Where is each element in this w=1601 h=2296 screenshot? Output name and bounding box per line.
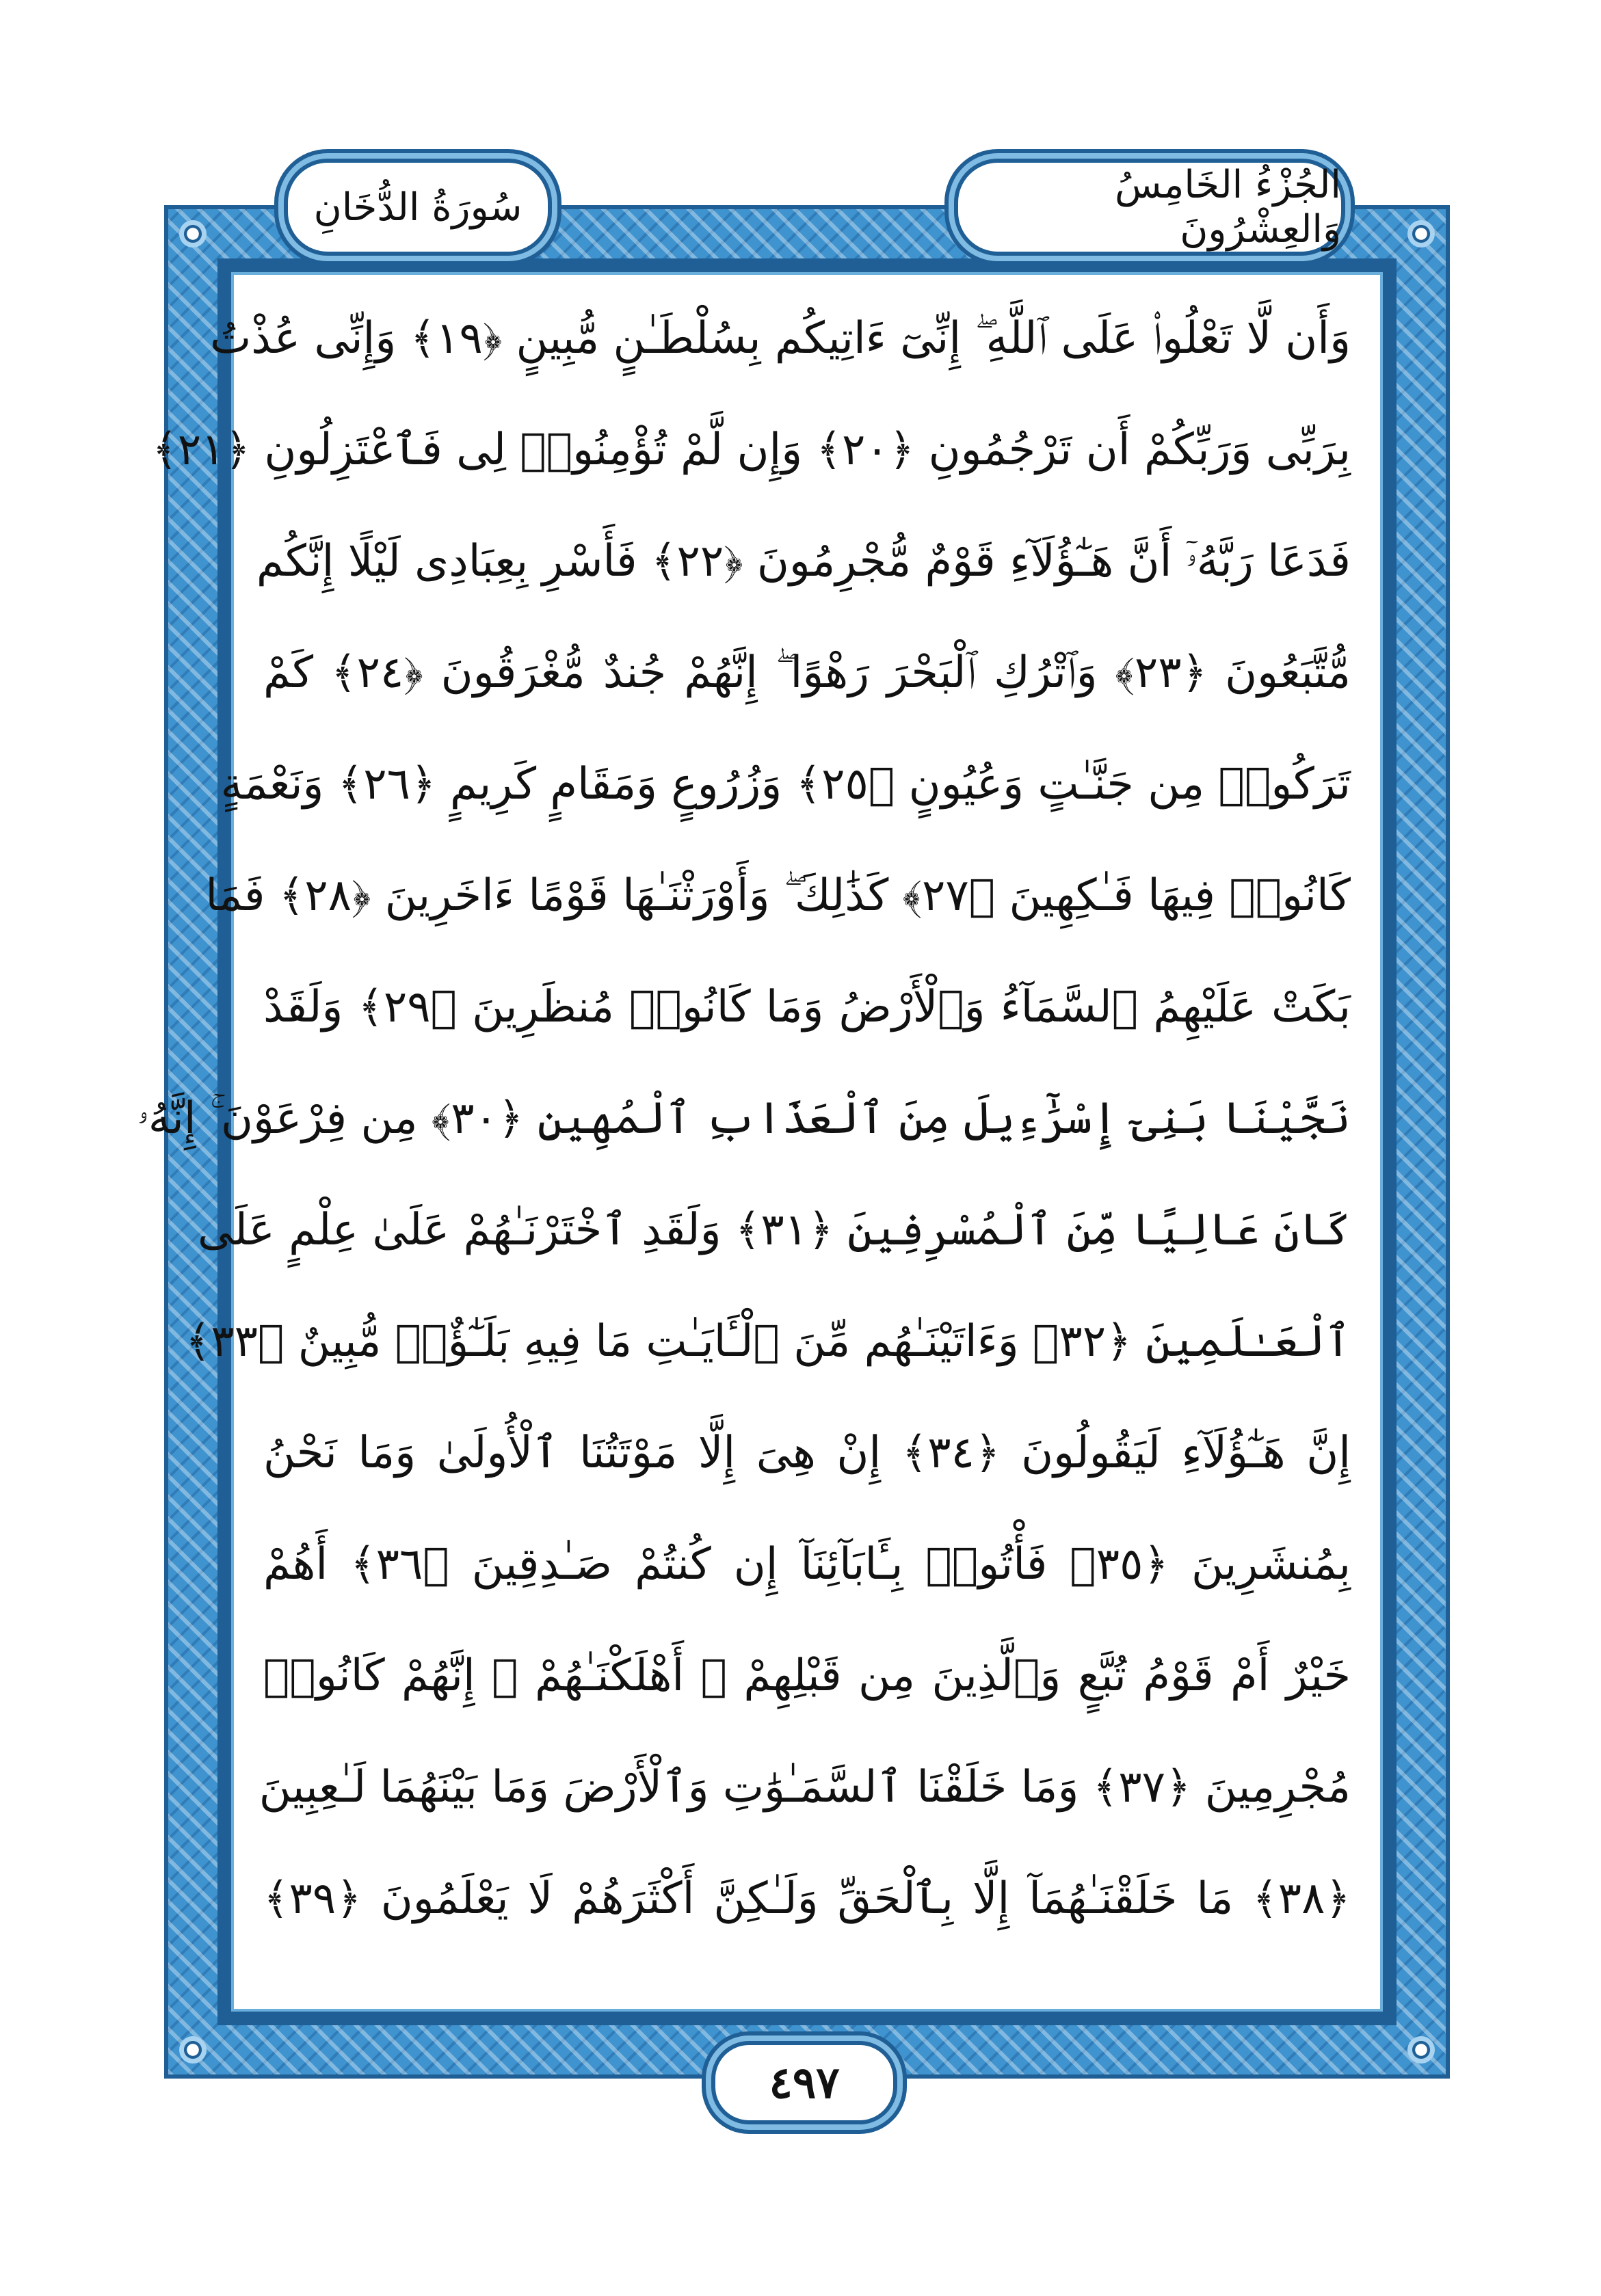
rosette-ornament	[1407, 2036, 1435, 2064]
rosette-ornament	[179, 220, 207, 248]
verse-line: فَدَعَا رَبَّهُۥٓ أَنَّ هَـٰٓؤُلَآءِ قَوْمٌ مُّجْرِمُونَ ﴿٢٢﴾ فَأَسْرِ بِعِبَادِى لَيْلًا إِنَّكُم	[256, 536, 1351, 587]
verses-block	[137, 280, 1351, 1990]
surah-header: سُورَةُ الدُّخَانِ	[284, 159, 552, 256]
verse-line: إِنَّ هَـٰٓؤُلَآءِ لَيَقُولُونَ ﴿٣٤﴾ إِنْ هِىَ إِلَّا مَوْتَتُنَا ٱلْأُولَىٰ وَمَا نَحْنُ	[263, 1428, 1351, 1478]
verse-line: مُجْرِمِينَ ﴿٣٧﴾ وَمَا خَلَقْنَا ٱلسَّمَـٰوَٰتِ وَٱلْأَرْضَ وَمَا بَيْنَهُمَا لَـٰعِبِينَ	[259, 1762, 1351, 1813]
verse-line: خَيْرٌ أَمْ قَوْمُ تُبَّعٍ وَٱلَّذِينَ مِن قَبْلِهِمْ ۚ أَهْلَكْنَـٰهُمْ ۖ إِنَّهُمْ كَانُوا۟	[263, 1651, 1351, 1701]
juz-header: الجُزْءُ الخَامِسُ وَالعِشْرُونَ	[954, 159, 1345, 256]
verse-line: كَانَ عَالِيًا مِّنَ ٱلْمُسْرِفِينَ ﴿٣١﴾ وَلَقَدِ ٱخْتَرْنَـٰهُمْ عَلَىٰ عِلْمٍ عَلَى	[198, 1205, 1351, 1255]
verse-line: كَانُوا۟ فِيهَا فَـٰكِهِينَ ﴿٢٧﴾ كَذَٰلِكَ ۖ وَأَوْرَثْنَـٰهَا قَوْمًا ءَاخَرِينَ ﴿٢٨﴾ فَمَا	[205, 870, 1351, 921]
verse-line: بِمُنشَرِينَ ﴿٣٥﴾ فَأْتُوا۟ بِـَٔابَآئِنَآ إِن كُنتُمْ صَـٰدِقِينَ ﴿٣٦﴾ أَهُمْ	[263, 1539, 1351, 1590]
verse-line: تَرَكُوا۟ مِن جَنَّـٰتٍ وَعُيُونٍ ﴿٢٥﴾ وَزُرُوعٍ وَمَقَامٍ كَرِيمٍ ﴿٢٦﴾ وَنَعْمَةٍ	[220, 759, 1351, 810]
verse-line: ٱلْعَـٰلَمِينَ ﴿٣٢﴾ وَءَاتَيْنَـٰهُم مِّنَ ٱلْـَٔايَـٰتِ مَا فِيهِ بَلَـٰٓؤٌا۟ مُّبِينٌ ﴿٣٣﴾	[185, 1316, 1351, 1367]
page-number: ٤٩٧	[711, 2041, 897, 2124]
verse-line: بَكَتْ عَلَيْهِمُ ٱلسَّمَآءُ وَٱلْأَرْضُ وَمَا كَانُوا۟ مُنظَرِينَ ﴿٢٩﴾ وَلَقَدْ	[263, 982, 1351, 1032]
verse-line: مُّتَّبَعُونَ ﴿٢٣﴾ وَٱتْرُكِ ٱلْبَحْرَ رَهْوًا ۖ إِنَّهُمْ جُندٌ مُّغْرَقُونَ ﴿٢٤﴾ كَمْ	[263, 648, 1351, 698]
verse-line: ﴿٣٨﴾ مَا خَلَقْنَـٰهُمَآ إِلَّا بِٱلْحَقِّ وَلَـٰكِنَّ أَكْثَرَهُمْ لَا يَعْلَمُونَ ﴿٣٩﴾	[263, 1873, 1351, 1924]
rosette-ornament	[179, 2036, 207, 2064]
rosette-ornament	[1407, 220, 1435, 248]
verse-line: نَجَّيْنَا بَنِىٓ إِسْرَٰٓءِيلَ مِنَ ٱلْعَذَابِ ٱلْمُهِينِ ﴿٣٠﴾ مِن فِرْعَوْنَ ۚ إِنَّهُۥ	[137, 1093, 1351, 1144]
verse-line: بِرَبِّى وَرَبِّكُمْ أَن تَرْجُمُونِ ﴿٢٠﴾ وَإِن لَّمْ تُؤْمِنُوا۟ لِى فَٱعْتَزِلُونِ ﴿٢١﴾	[152, 425, 1351, 475]
verse-line: وَأَن لَّا تَعْلُوا۟ عَلَى ٱللَّهِ ۖ إِنِّىٓ ءَاتِيكُم بِسُلْطَـٰنٍ مُّبِينٍ ﴿١٩﴾ وَإِنِّى عُذْتُ	[210, 313, 1351, 364]
